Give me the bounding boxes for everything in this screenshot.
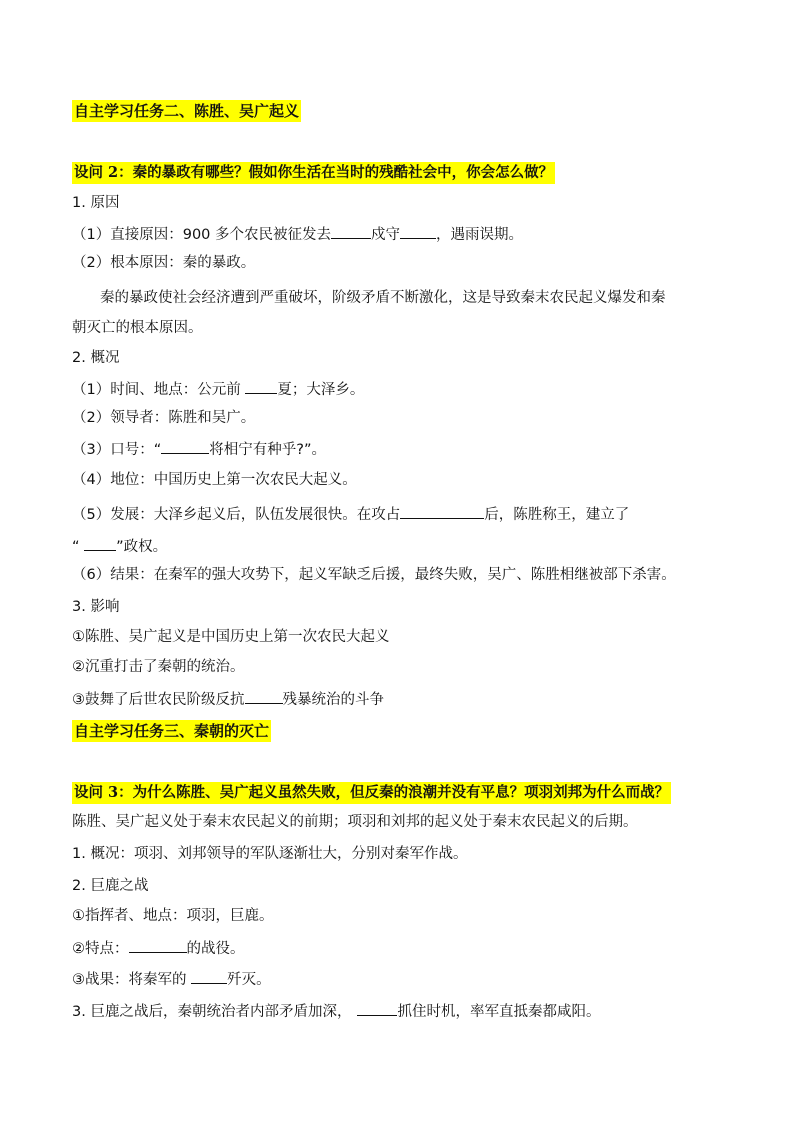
time-place-line xyxy=(72,378,364,400)
development-line xyxy=(72,503,629,525)
task3-intro: 陈胜、吴广起义处于秦末农民起义的前期；项羽和刘邦的起义处于秦末农民起义的后期。 xyxy=(72,814,638,830)
paragraph-line-2: 朝灭亡的根本原因。 xyxy=(72,320,203,336)
blank-field[interactable] xyxy=(331,223,371,239)
impact-section-title: 3. 影响 xyxy=(72,599,120,615)
regime-text-a: “ xyxy=(72,539,80,555)
direct-cause-text-a: （1）直接原因：900 多个农民被征发去 xyxy=(72,227,332,243)
regime-line xyxy=(72,535,167,557)
task3-question xyxy=(72,782,671,804)
after-julu-line xyxy=(72,1000,600,1022)
regime-text-b: ”政权。 xyxy=(116,539,168,555)
overview-section-title: 2. 概况 xyxy=(72,350,120,366)
impact-item-3 xyxy=(72,688,384,710)
after-julu-text-a: 3. 巨鹿之战后，秦朝统治者内部矛盾加深， xyxy=(72,1004,352,1020)
julu-item-2 xyxy=(72,937,245,959)
result-line: （6）结果：在秦军的强大攻势下，起义军缺乏后援，最终失败，吴广、陈胜相继被部下杀害。 xyxy=(72,567,676,583)
development-text-b: 后，陈胜称王，建立了 xyxy=(484,507,630,523)
impact-item-3-text-a: ③鼓舞了后世农民阶级反抗 xyxy=(72,692,245,708)
blank-field[interactable] xyxy=(400,223,436,239)
task3-heading-text: 自主学习任务三、秦朝的灭亡 xyxy=(74,722,270,740)
impact-item-1: ①陈胜、吴广起义是中国历史上第一次农民大起义 xyxy=(72,629,390,645)
julu-item-1: ①指挥者、地点：项羽，巨鹿。 xyxy=(72,908,274,924)
blank-field[interactable] xyxy=(191,968,227,984)
development-text-a: （5）发展：大泽乡起义后，队伍发展很快。在攻占 xyxy=(72,507,401,523)
paragraph-line-1: 秦的暴政使社会经济遭到严重破坏，阶级矛盾不断激化，这是导致秦末农民起义爆发和秦 xyxy=(100,290,666,306)
root-cause-line: （2）根本原因：秦的暴政。 xyxy=(72,255,256,271)
task2-question xyxy=(72,162,555,184)
blank-field[interactable] xyxy=(129,937,187,953)
direct-cause-text-c: ，遇雨误期。 xyxy=(436,227,524,243)
blank-field[interactable] xyxy=(357,1000,397,1016)
task2-heading xyxy=(72,100,301,122)
blank-field[interactable] xyxy=(245,378,277,394)
leader-line: （2）领导者：陈胜和吴广。 xyxy=(72,410,256,426)
slogan-text-a: （3）口号：“ xyxy=(72,442,162,458)
cause-section-title: 1. 原因 xyxy=(72,195,120,211)
julu-item-2-text-b: 的战役。 xyxy=(186,941,245,957)
blank-field[interactable] xyxy=(161,438,209,454)
slogan-text-b: 将相宁有种乎?”。 xyxy=(209,442,326,458)
direct-cause-line xyxy=(72,223,523,245)
blank-field[interactable] xyxy=(84,535,116,551)
task3-question-text: 设问 3：为什么陈胜、吴广起义虽然失败，但反秦的浪潮并没有平息？项羽刘邦为什么而战？ xyxy=(72,782,671,804)
time-place-text-b: 夏；大泽乡。 xyxy=(277,382,365,398)
task2-heading-text: 自主学习任务二、陈胜、吴广起义 xyxy=(74,102,300,120)
blank-field[interactable] xyxy=(245,688,283,704)
after-julu-text-b: 抓住时机，率军直抵秦都咸阳。 xyxy=(397,1004,601,1020)
julu-item-3-text-a: ③战果：将秦军的 xyxy=(72,972,187,988)
task3-heading xyxy=(72,720,271,742)
impact-item-3-text-b: 残暴统治的斗争 xyxy=(282,692,384,708)
julu-item-2-text-a: ②特点： xyxy=(72,941,129,957)
blank-field[interactable] xyxy=(400,503,484,519)
status-line: （4）地位：中国历史上第一次农民大起义。 xyxy=(72,472,357,488)
direct-cause-text-b: 戍守 xyxy=(371,227,401,243)
time-place-text-a: （1）时间、地点：公元前 xyxy=(72,382,241,398)
task2-question-text: 设问 2：秦的暴政有哪些？假如你生活在当时的残酷社会中，你会怎么做？ xyxy=(72,162,555,184)
julu-section-title: 2. 巨鹿之战 xyxy=(72,878,149,894)
julu-item-3 xyxy=(72,968,271,990)
task3-overview-line: 1. 概况：项羽、刘邦领导的军队逐渐壮大，分别对秦军作战。 xyxy=(72,846,468,862)
slogan-line xyxy=(72,438,326,460)
impact-item-2: ②沉重打击了秦朝的统治。 xyxy=(72,659,245,675)
julu-item-3-text-b: 歼灭。 xyxy=(227,972,271,988)
